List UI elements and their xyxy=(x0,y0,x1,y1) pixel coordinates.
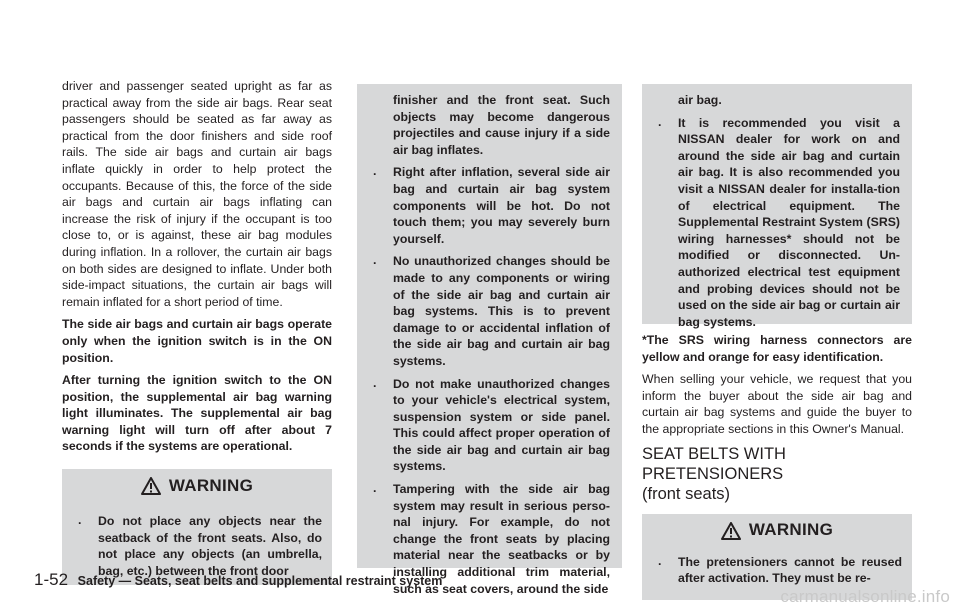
body-paragraph: driver and passenger seated upright as far as practical away from the side air bags. Rear seat passengers should be seated as far away as practical from the door finishers and side roof rails. The side air bags and curtain air bags inflate quickly in order to help protect the occupants. Because of this, the force of the side air bags and curtain air bags inflating can increase the risk of injury if the occupant is too close to, or is against, these air bag modules during inflation. In a rollover, the curtain air bags on both sides are designed to inflate. Under both side-impact situations, the curtain air bags will remain inflated for a short period of time. xyxy=(62,79,332,309)
warning-bullet-continuation: air bag. xyxy=(678,93,722,107)
page-footer xyxy=(34,572,442,589)
bold-paragraph: After turning the ignition switch to the ON position, the supplemental air bag warning light illuminates. The supplemental air bag warning light will turn off after about 7 seconds if the systems are operational. xyxy=(62,373,332,454)
warning-bullet: . It is recommended you visit a NISSAN dealer for work on and around the side air bag and curtain air bag. It is also recommended you visit a NISSAN dealer for installa-tion of electrical equipment. The Supplemental Restraint System (SRS) wiring harnesses* should not be modified or disconnected. Un-authorized electrical test equipment and probing devices should not be used on the side air bag or curtain air bag systems. xyxy=(652,115,900,331)
section-name: Safety — Seats, seat belts and supplemental restraint system xyxy=(77,574,443,588)
section-title-line: SEAT BELTS WITH PRETENSIONERS xyxy=(642,444,786,483)
warning-box xyxy=(62,469,332,585)
column-1 xyxy=(62,78,332,585)
warning-bullet: . Do not make unauthorized changes to your vehicle's electrical system, suspension system or side panel. This could affect proper operation of the side air bag and curtain air bag systems. xyxy=(367,376,610,476)
warning-label: WARNING xyxy=(748,520,834,540)
warning-header xyxy=(62,469,332,503)
body-paragraph: When selling your vehicle, we request that you inform the buyer about the side air bag and curtain air bag systems and guide the buyer to the appropriate sections in this Owner's Manual. xyxy=(642,372,912,436)
warning-bullet: . Tampering with the side air bag system may result in serious perso-nal injury. For example, do not change the front seats by placing material near the seatbacks or by installing additional trim material, such as seat covers, around the side xyxy=(367,481,610,597)
warning-label: WARNING xyxy=(168,475,254,495)
section-title xyxy=(642,444,912,504)
watermark: carmanualsonline.info xyxy=(780,587,950,606)
warning-triangle-icon xyxy=(141,477,161,495)
warning-bullet: . Right after inflation, several side air bag and curtain air bag system components will be hot. Do not touch them; you may severely burn yourself. xyxy=(367,164,610,247)
warning-bullet-continuation: finisher and the front seat. Such objects may become dangerous projectiles and cause injury if a side air bag inflates. xyxy=(393,93,610,157)
bold-paragraph: The side air bags and curtain air bags operate only when the ignition switch is in the ON position. xyxy=(62,317,332,365)
column-3 xyxy=(642,84,912,600)
footnote: *The SRS wiring harness connectors are yellow and orange for easy identification. xyxy=(642,333,912,364)
warning-bullet: . No unauthorized changes should be made to any components or wiring of the side air bag and curtain air bag systems. This is to prevent damage to or accidental inflation of the side air bag and curtain air bag systems. xyxy=(367,253,610,369)
section-title-line: (front seats) xyxy=(642,484,731,503)
warning-bullet: . Do not place any objects near the seatback of the front seats. Also, do not place any objects (an umbrella, bag, etc.) between the front door xyxy=(72,513,322,579)
warning-box-continuation xyxy=(642,84,912,329)
warning-bullet: . The pretensioners cannot be reused after activation. They must be re- xyxy=(652,554,902,587)
column-2-warning-continuation xyxy=(357,84,622,596)
page-number: 1-52 xyxy=(34,570,69,589)
warning-header xyxy=(642,514,912,548)
warning-triangle-icon xyxy=(721,522,741,540)
